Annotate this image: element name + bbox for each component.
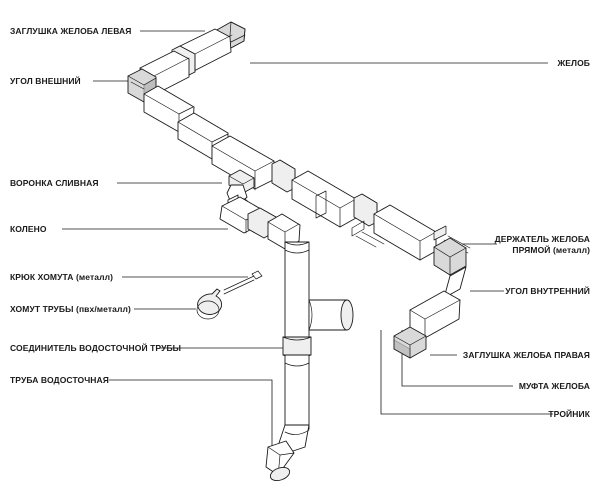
gutter-center-with-funnel (212, 136, 295, 208)
label-text: ЗАГЛУШКА ЖЕЛОБА ЛЕВАЯ (10, 26, 132, 36)
label-text: ЗАГЛУШКА ЖЕЛОБА ПРАВАЯ (462, 350, 590, 360)
label-clamp-hook (10, 272, 113, 283)
label-gutter-end-cap-left (10, 26, 131, 37)
label-gutter-end-cap-right (463, 350, 590, 361)
label-text: СОЕДИНИТЕЛЬ ВОДОСТОЧНОЙ ТРУБЫ (10, 343, 182, 353)
label-text: ТРОЙНИК (548, 409, 590, 419)
label-elbow (10, 224, 47, 235)
label-text: ХОМУТ ТРУБЫ (пвх/металл) (10, 304, 131, 314)
label-text: КРЮК ХОМУТА (металл) (10, 272, 114, 282)
label-gutter-bracket-straight (495, 234, 590, 256)
label-text: ТРУБА ВОДОСТОЧНАЯ (10, 375, 109, 385)
label-pipe-clamp (10, 304, 131, 315)
label-text-line2: ПРЯМОЙ (металл) (512, 245, 590, 255)
label-text: УГОЛ ВНЕШНИЙ (10, 76, 81, 86)
label-text: КОЛЕНО (10, 224, 47, 234)
label-text: ЖЕЛОБ (557, 58, 590, 68)
label-text: ВОРОНКА СЛИВНАЯ (10, 178, 99, 188)
label-gutter-coupler (519, 381, 590, 392)
label-inner-corner (505, 286, 590, 297)
label-text: ДЕРЖАТЕЛЬ ЖЕЛОБА (494, 234, 590, 244)
leader-lines-left (62, 31, 306, 455)
label-downpipe-connector (10, 343, 181, 354)
label-downpipe (10, 375, 109, 386)
label-text: МУФТА ЖЕЛОБА (518, 381, 590, 391)
label-gutter (557, 58, 590, 69)
downpipe-assembly (197, 195, 353, 483)
label-outer-corner (10, 76, 81, 87)
label-tee (548, 409, 590, 420)
label-drain-funnel (10, 178, 99, 189)
label-text: УГОЛ ВНУТРЕННИЙ (505, 286, 590, 296)
